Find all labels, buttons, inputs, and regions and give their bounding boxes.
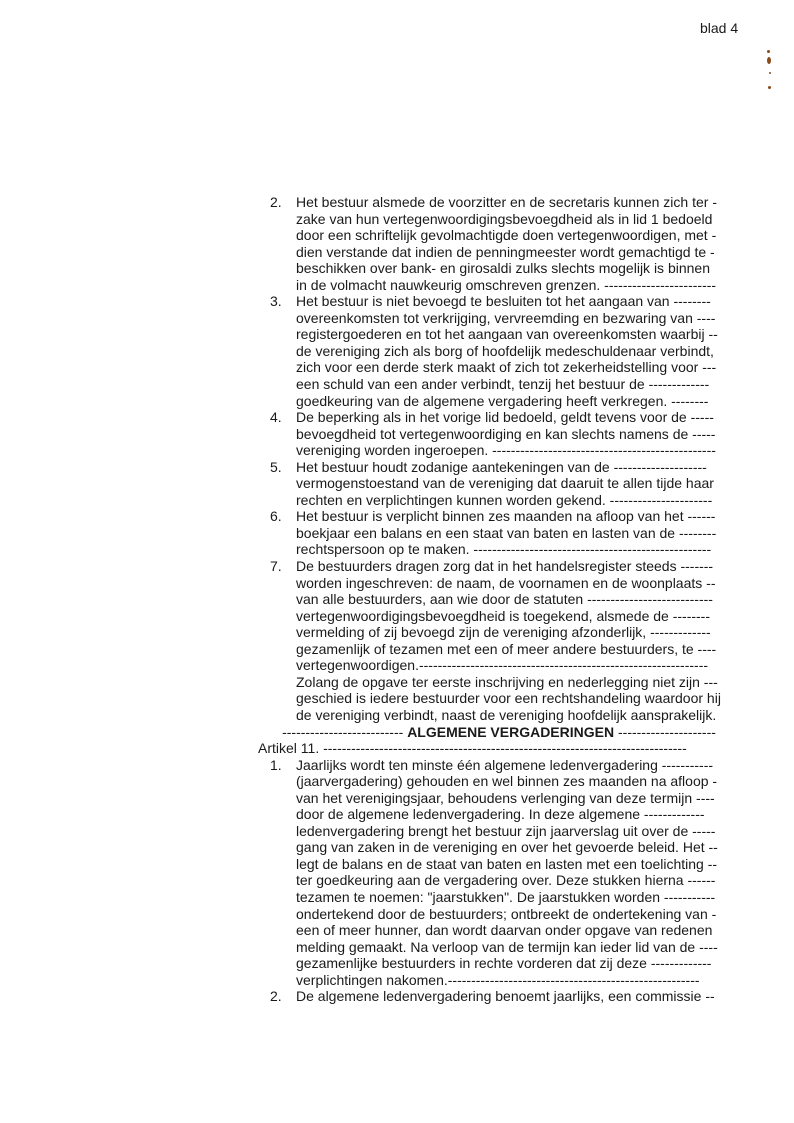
line-text: (jaarvergadering) gehouden en wel binnen zes maanden na afloop -	[296, 773, 718, 790]
text-line	[258, 757, 740, 774]
text-line	[258, 260, 740, 277]
list-item	[258, 293, 740, 409]
line-text: rechten en verplichtingen kunnen worden gekend. ----------------------	[296, 491, 713, 508]
ink-speck	[767, 57, 771, 64]
text-line	[258, 194, 740, 211]
line-text: boekjaar een balans en een staat van baten en lasten van de --------	[296, 524, 717, 541]
text-line	[258, 310, 740, 327]
text-line	[258, 277, 740, 294]
text-line	[258, 872, 740, 889]
text-line	[258, 508, 740, 525]
heading-dashes-trail: ---------------------	[614, 723, 716, 740]
text-line	[258, 988, 740, 1005]
line-text: van alle bestuurders, aan wie door de statuten ---------------------------	[296, 591, 713, 608]
item-number: 2.	[270, 194, 282, 210]
text-line	[258, 525, 740, 542]
line-text: worden ingeschreven: de naam, de voornamen en de woonplaats --	[296, 574, 716, 591]
text-line: Zolang de opgave ter eerste inschrijving en nederlegging niet zijn ---	[296, 673, 718, 690]
heading-dashes-lead: --------------------------	[282, 723, 408, 740]
line-text: Het bestuur is niet bevoegd te besluiten tot het aangaan van --------	[296, 293, 711, 310]
text-line	[258, 409, 740, 426]
list-item	[258, 459, 740, 509]
text-line	[258, 326, 740, 343]
item-number: 3.	[270, 293, 282, 310]
text-line	[258, 906, 740, 923]
line-text: tezamen te noemen: "jaarstukken". De jaarstukken worden -----------	[296, 888, 716, 905]
text-line	[258, 790, 740, 807]
line-text: De beperking als in het vorige lid bedoeld, geldt tevens voor de -----	[296, 409, 714, 426]
text-line	[258, 591, 740, 608]
line-text: vertegenwoordigingsbevoegdheid is toegekend, alsmede de --------	[296, 607, 711, 624]
line-text: legt de balans en de staat van baten en lasten met een toelichting --	[296, 855, 718, 872]
text-line	[258, 641, 740, 658]
text-line	[258, 823, 740, 840]
line-text: overeenkomsten tot verkrijging, vervreemding en bezwaring van ----	[296, 309, 716, 326]
line-text: rechtspersoon op te maken. ---------------------------------------------------	[296, 541, 712, 558]
list-item	[258, 508, 740, 558]
text-line	[258, 359, 740, 376]
line-text: een schuld van een ander verbindt, tenzij het bestuur de -------------	[296, 376, 710, 393]
text-line	[258, 889, 740, 906]
text-line	[258, 376, 740, 393]
text-line	[258, 972, 740, 989]
text-line	[258, 922, 740, 939]
line-text: Het bestuur houdt zodanige aantekeningen van de --------------------	[296, 458, 707, 475]
ink-speck	[769, 72, 771, 74]
line-text: vereniging worden ingeroepen. ------------------------------------------------	[296, 442, 716, 459]
line-text: zake van hun vertegenwoordigingsbevoegdheid als in lid 1 bedoeld	[296, 210, 713, 227]
list-item	[258, 988, 740, 1005]
line-text: gang van zaken in de vereniging en over het gevoerde beleid. Het --	[296, 839, 718, 856]
text-line	[258, 773, 740, 790]
line-text: Jaarlijks wordt ten minste één algemene ledenvergadering -----------	[296, 756, 714, 773]
text-line	[258, 211, 740, 228]
text-line	[258, 541, 740, 558]
line-text: verplichtingen nakomen.------------------------------------------------------	[296, 971, 700, 988]
text-line	[258, 393, 740, 410]
text-line	[258, 244, 740, 261]
line-text: ondertekend door de bestuurders; ontbreekt de ondertekening van -	[296, 905, 717, 922]
text-line	[258, 293, 740, 310]
text-line	[258, 343, 740, 360]
list-item	[258, 409, 740, 459]
item-number: 6.	[270, 508, 282, 525]
line-text: van het verenigingsjaar, behoudens verlenging van deze termijn ----	[296, 789, 715, 806]
list-item	[258, 194, 740, 293]
line-text: De bestuurders dragen zorg dat in het handelsregister steeds -------	[296, 558, 714, 575]
item-number: 5.	[270, 458, 282, 475]
text-line: geschied is iedere bestuurder voor een rechtshandeling waardoor hij	[296, 690, 721, 707]
text-line	[258, 839, 740, 856]
line-text: zich voor een derde sterk maakt of zich tot zekerheidstelling voor ---	[296, 359, 717, 376]
line-text: De algemene ledenvergadering benoemt jaarlijks, een commissie --	[296, 988, 715, 1005]
line-text: gezamenlijk of tezamen met een of meer andere bestuurders, te ----	[296, 640, 717, 657]
section-heading	[258, 724, 740, 741]
line-text: beschikken over bank- en girosaldi zulks slechts mogelijk is binnen	[296, 260, 710, 277]
text-line	[258, 492, 740, 509]
page-number: blad 4	[700, 20, 739, 36]
ink-speck	[768, 86, 771, 89]
text-line	[258, 426, 740, 443]
line-text: Het bestuur is verplicht binnen zes maanden na afloop van het ------	[296, 508, 716, 525]
line-text: registergoederen en tot het aangaan van overeenkomsten waarbij --	[296, 326, 718, 343]
text-line	[258, 955, 740, 972]
text-line	[258, 558, 740, 575]
document-body	[258, 194, 740, 1005]
line-text: in de volmacht nauwkeurig omschreven grenzen. ------------------------	[296, 276, 717, 293]
list-item	[258, 558, 740, 674]
line-text: goedkeuring van de algemene vergadering heeft verkregen. --------	[296, 392, 709, 409]
item-number: 2.	[270, 988, 282, 1005]
text-line	[258, 227, 740, 244]
line-text: ledenvergadering brengt het bestuur zijn jaarverslag uit over de -----	[296, 822, 716, 839]
line-text: vermelding of zij bevoegd zijn de vereniging afzonderlijk, -------------	[296, 624, 711, 641]
text-line	[258, 442, 740, 459]
text-line	[258, 459, 740, 476]
line-text: een of meer hunner, dan wordt daarvan onder opgave van redenen	[296, 922, 713, 939]
text-line	[258, 657, 740, 674]
line-text: door de algemene ledenvergadering. In deze algemene -------------	[296, 806, 705, 823]
text-line: de vereniging verbindt, naast de vereniging hoofdelijk aansprakelijk.	[296, 706, 717, 723]
continuation-paragraph	[258, 674, 740, 724]
text-line	[258, 939, 740, 956]
ink-speck	[767, 50, 770, 53]
item-number: 7.	[270, 558, 282, 575]
text-line	[258, 856, 740, 873]
line-text: vermogenstoestand van de vereniging dat daaruit te allen tijde haar	[296, 475, 714, 492]
line-text: gezamenlijke bestuurders in rechte vorderen dat zij deze -------------	[296, 955, 712, 972]
text-line	[258, 624, 740, 641]
line-text: ter goedkeuring aan de vergadering over. Deze stukken hierna ------	[296, 872, 716, 889]
article-title	[258, 740, 740, 757]
line-text: melding gemaakt. Na verloop van de termijn kan ieder lid van de ----	[296, 938, 718, 955]
line-text: vertegenwoordigen.--------------------------------------------------------------	[296, 657, 709, 674]
line-text: Het bestuur alsmede de voorzitter en de secretaris kunnen zich ter -	[296, 194, 717, 210]
line-text: bevoegdheid tot vertegenwoordiging en kan slechts namens de -----	[296, 425, 716, 442]
item-number: 4.	[270, 409, 282, 426]
heading-line	[258, 724, 740, 741]
text-line	[258, 575, 740, 592]
text-line	[258, 608, 740, 625]
list-item	[258, 757, 740, 989]
line-text: de vereniging zich als borg of hoofdelijk medeschuldenaar verbindt,	[296, 342, 714, 359]
line-text: door een schriftelijk gevolmachtigde doen vertegenwoordigen, met -	[296, 227, 717, 244]
text-line	[258, 806, 740, 823]
line-text: dien verstande dat indien de penningmeester wordt gemachtigd te -	[296, 243, 715, 260]
heading-text: ALGEMENE VERGADERINGEN	[407, 723, 615, 740]
text-line	[258, 475, 740, 492]
item-number: 1.	[270, 756, 282, 773]
text-line: Artikel 11. ------------------------------------------------------------------------------	[258, 740, 687, 757]
